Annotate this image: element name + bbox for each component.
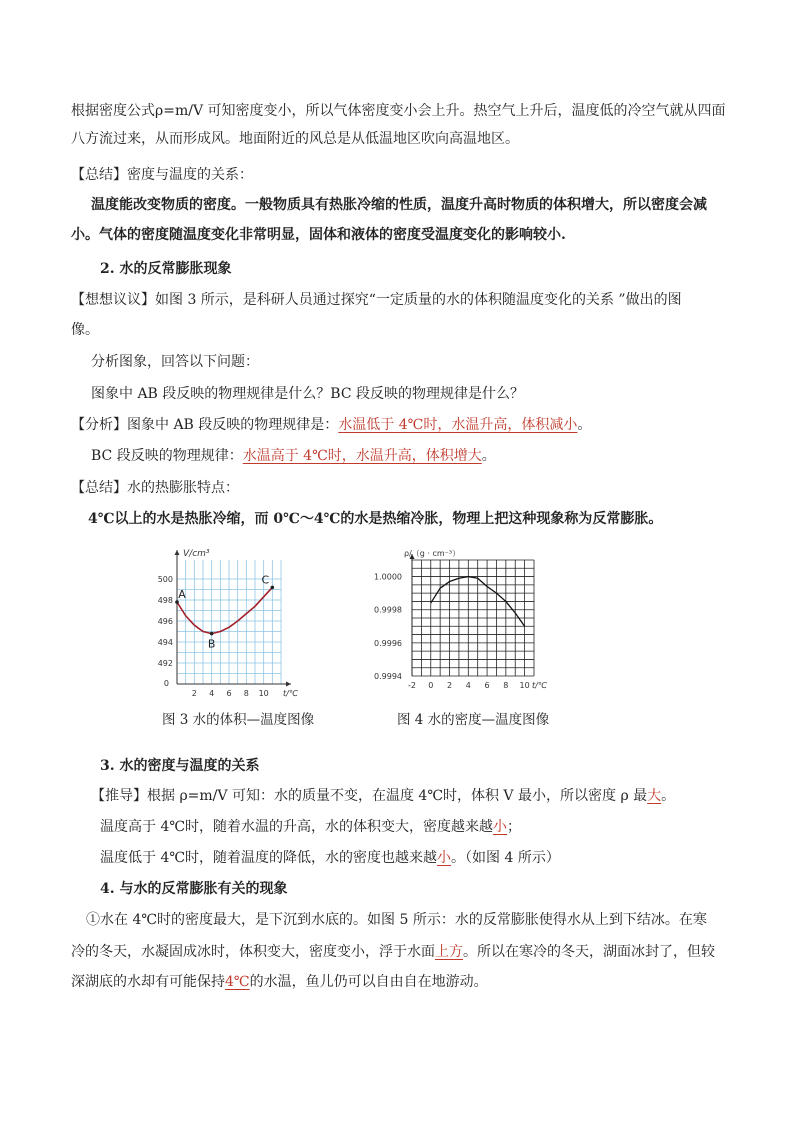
discuss-line-4: 图象中 AB 段反映的物理规律是什么？BC 段反映的物理规律是什么？	[91, 386, 525, 402]
analysis-line-1-end: 。	[577, 417, 592, 433]
x-tick-label: 6	[226, 689, 232, 698]
intro-line-2: 八方流过来，从而形成风。地面附近的风总是从低温地区吹向高温地区。	[71, 131, 519, 147]
y-axis-arrow	[175, 550, 180, 555]
y-tick-label: 0.9998	[374, 605, 402, 615]
derive-answer-2: 小	[493, 819, 508, 835]
section-3-heading: 3. 水的密度与温度的关系	[100, 758, 260, 774]
density-temperature-chart	[372, 548, 556, 698]
y-tick-label: 496	[157, 617, 173, 626]
analysis-line-2	[91, 442, 751, 470]
volume-temperature-chart	[150, 542, 320, 702]
phenomenon-line-3-text: 深湖底的水却有可能保持	[71, 974, 225, 990]
y-tick-label: 1.0000	[374, 572, 402, 582]
derive-line-3	[100, 844, 760, 872]
point-c-marker	[271, 586, 275, 590]
x-tick-label: -2	[408, 681, 416, 690]
y-tick-label: 0.9994	[374, 672, 402, 681]
y-tick-label: 0.9996	[374, 638, 402, 648]
y-tick-label: 492	[157, 659, 173, 668]
phenomenon-line-2-end: 。所以在寒冷的冬天，湖面冰封了，但较	[463, 944, 715, 960]
x-tick-label: 6	[484, 681, 490, 690]
origin-label: 0	[163, 679, 169, 688]
figure-4-caption: 图 4 水的密度—温度图像	[397, 712, 550, 728]
section-4-heading: 4. 与水的反常膨胀有关的现象	[100, 881, 288, 897]
y-axis-label: V/cm³	[183, 549, 210, 559]
discuss-line-2: 像。	[71, 322, 99, 338]
point-c-label: C	[261, 573, 270, 587]
analysis-line-1	[71, 411, 731, 439]
summary-1-line-1: 温度能改变物质的密度。一般物质具有热胀冷缩的性质，温度升高时物质的体积增大，所以密度会减	[91, 197, 707, 213]
derive-line-3-text: 温度低于 4℃时，随着温度的降低，水的密度也越来越	[100, 850, 438, 866]
phenomenon-line-2	[71, 938, 731, 966]
x-tick-label: 0	[428, 681, 434, 690]
derive-line-1	[91, 782, 751, 810]
phenomenon-line-1: ①水在 4℃时的密度最大，是下沉到水底的。如图 5 所示：水的反常膨胀使得水从上到下结冰。在寒	[86, 912, 707, 928]
intro-line-1: 根据密度公式ρ=m/V 可知密度变小，所以气体密度变小会上升。热空气上升后，温度低的冷空气就从四面	[71, 103, 726, 119]
phenomenon-line-3	[71, 968, 731, 996]
point-b-marker	[210, 632, 214, 636]
x-axis-label: t/℃	[283, 689, 298, 698]
x-tick-label: 4	[465, 681, 471, 690]
phenomenon-answer-2: 4℃	[225, 974, 250, 990]
x-tick-label: 2	[191, 689, 197, 698]
derive-line-3-end: 。（如图 4 所示）	[451, 850, 560, 866]
discuss-line-3: 分析图象，回答以下问题：	[91, 354, 259, 370]
derive-line-1-end: 。	[661, 788, 676, 804]
y-tick-label: 498	[157, 596, 173, 605]
x-tick-label: 10	[258, 689, 269, 698]
analysis-answer-1: 水温低于 4℃时，水温升高，体积减小	[338, 417, 578, 433]
summary-2-label: 【总结】水的热膨胀特点：	[71, 480, 239, 496]
x-axis-label: t/℃	[532, 681, 547, 690]
phenomenon-line-3-end: 的水温，鱼儿仍可以自由自在地游动。	[249, 974, 488, 990]
x-tick-label: 8	[243, 689, 249, 698]
y-axis-label: ρ/（g · cm⁻³）	[404, 549, 461, 558]
derive-line-2	[100, 813, 760, 841]
point-a-label: A	[178, 588, 186, 602]
figure-3-caption: 图 3 水的体积—温度图像	[162, 712, 315, 728]
derive-answer-1: 大	[647, 788, 662, 804]
x-axis-arrow	[286, 682, 291, 687]
derive-answer-3: 小	[437, 850, 452, 866]
y-tick-label: 500	[157, 575, 173, 584]
x-tick-label: 2	[446, 681, 453, 690]
summary-1-label: 【总结】密度与温度的关系：	[71, 167, 253, 183]
x-tick-label: 8	[503, 681, 509, 690]
x-tick-label: 10	[519, 681, 530, 690]
x-tick-label: 4	[209, 689, 215, 698]
summary-1-line-2: 小。气体的密度随温度变化非常明显，固体和液体的密度受温度变化的影响较小.	[71, 227, 566, 243]
derive-line-2-end: ；	[507, 819, 522, 835]
derive-line-1-text: 【推导】根据 ρ=m/V 可知：水的质量不变，在温度 4℃时，体积 V 最小，所以密度 ρ 最	[91, 788, 648, 804]
analysis-line-2-end: 。	[481, 448, 496, 464]
y-tick-label: 494	[157, 638, 173, 647]
phenomenon-answer-1: 上方	[435, 944, 463, 960]
section-2-heading: 2. 水的反常膨胀现象	[100, 261, 232, 277]
point-b-label: B	[207, 637, 216, 651]
phenomenon-line-2-text: 冷的冬天，水凝固成冰时，体积变大，密度变小，浮于水面	[71, 944, 435, 960]
analysis-line-1-text: 【分析】图象中 AB 段反映的物理规律是：	[71, 417, 339, 433]
derive-line-2-text: 温度高于 4℃时，随着水温的升高，水的体积变大，密度越来越	[100, 819, 494, 835]
analysis-answer-2: 水温高于 4℃时，水温升高，体积增大	[242, 448, 482, 464]
summary-2-text: 4℃以上的水是热胀冷缩，而 0℃～4℃的水是热缩冷胀，物理上把这种现象称为反常膨胀。	[88, 511, 663, 527]
analysis-line-2-text: BC 段反映的物理规律：	[91, 448, 243, 464]
discuss-line-1: 【想想议议】如图 3 所示，是科研人员通过探究“一定质量的水的体积随温度变化的关系 ”做出的图	[71, 292, 682, 308]
